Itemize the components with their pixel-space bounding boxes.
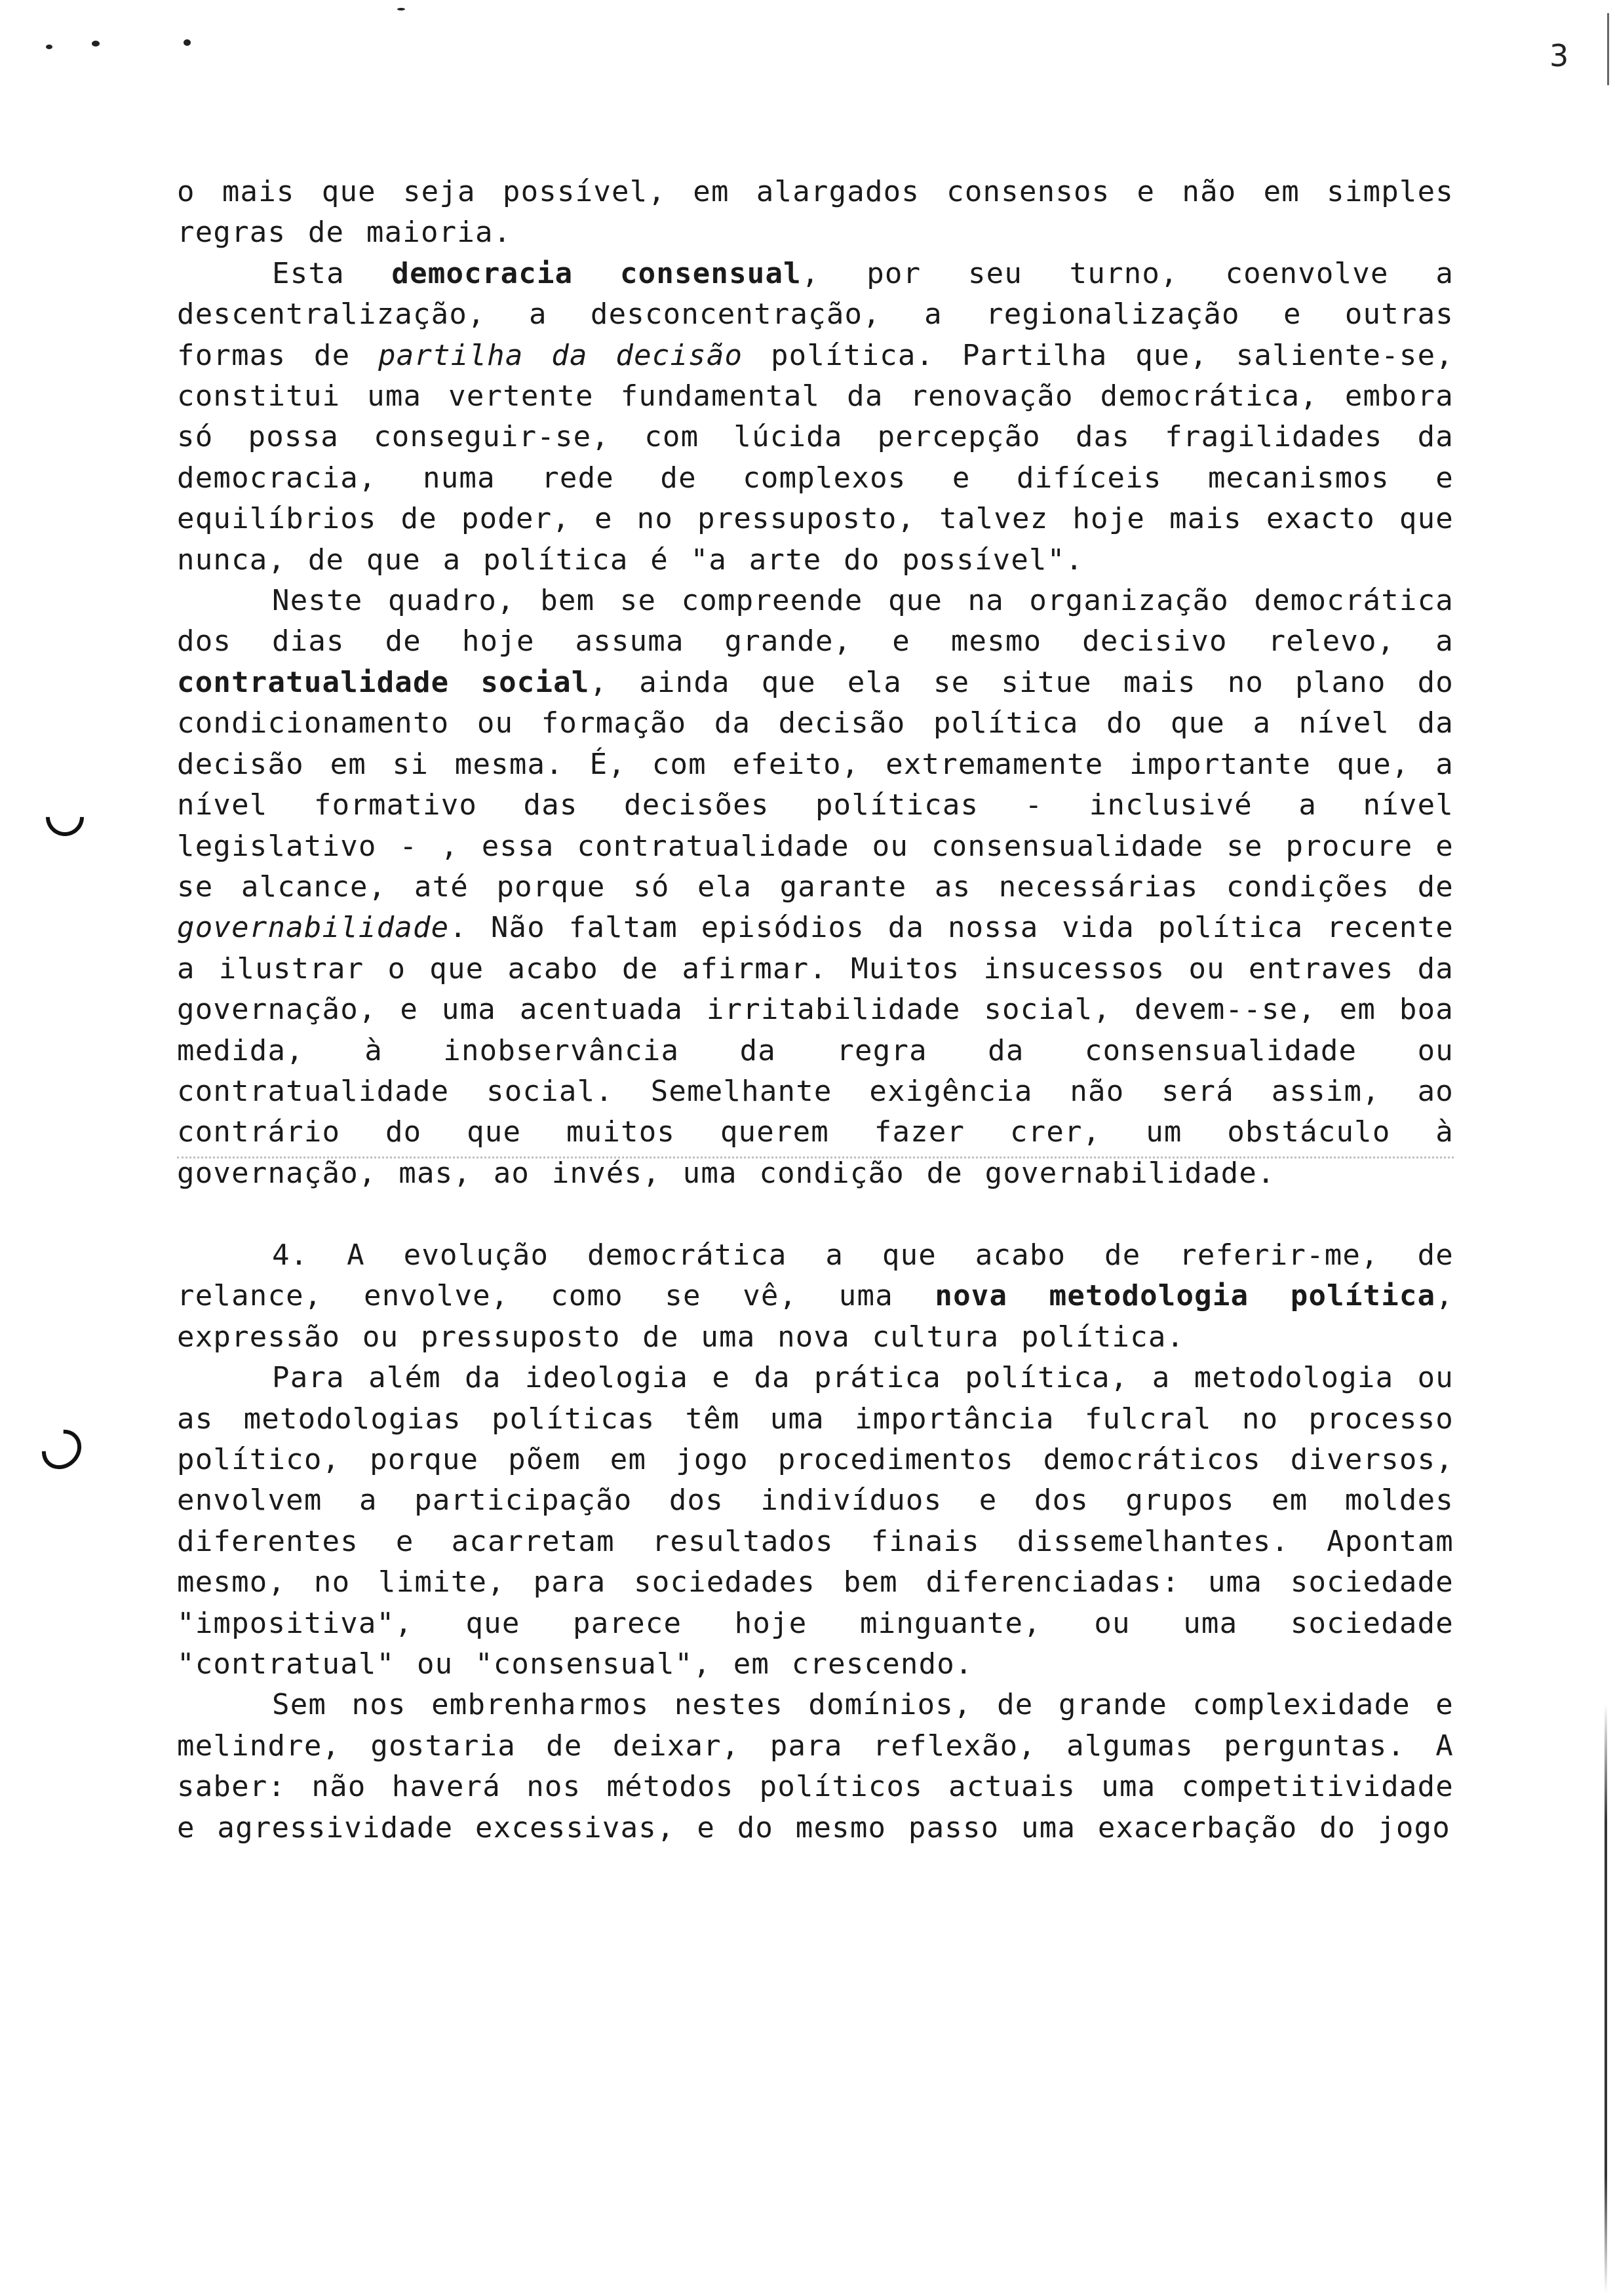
bold-phrase: democracia consensual [391,256,802,290]
bold-phrase: nova metodologia política [935,1279,1436,1313]
scan-speck [184,39,191,46]
text-run: Neste quadro, bem se compreende que na organização democrática dos dias de hoje assuma grande, e mesmo decisivo relevo, a [177,584,1454,659]
paragraph [177,1685,1454,1848]
text-run: o mais que seja possível, em alargados consensos e não em simples regras de maioria. [177,175,1454,250]
page-edge-mark [1605,1704,1607,2293]
text-run: Esta [272,256,392,290]
bold-phrase: contratualidade social [177,665,590,699]
paragraph [177,1235,1454,1358]
text-run: Para além da ideologia e da prática política, a metodologia ou as metodologias políticas têm uma importância fulcral no processo político, porque põem em jogo procedimentos democráticos diversos, envolvem a participação dos indivíduos e dos grupos em moldes diferentes e acarretam resultados finais dissemelhantes. Apontam mesmo, no limite, para sociedades bem diferenciadas: uma sociedade "impositiva", que parece hoje minguante, ou uma sociedade "contratual" ou "consensual", em crescendo. [177,1361,1454,1681]
scan-speck [92,41,100,47]
scan-speck [46,45,52,49]
scan-divider [177,1157,1454,1158]
punch-hole-mark [38,790,92,844]
paragraph [177,172,1454,254]
text-run: . Não faltam episódios da nossa vida política recente a ilustrar o que acabo de afirmar. Muitos insucessos ou entraves da governação, e uma acentuada irritabilidade social, devem--se, em boa medida, à inobservância da regra da consensualidade ou contratualidade social. Semelhante exigência não será assim, ao contrário do que muitos querem fazer crer, um obstáculo à governação, mas, ao invés, uma condição de governabilidade. [177,911,1454,1190]
text-run: , por seu turno, coenvolve a descentralização, a desconcentração, a regionalização e outras formas de [177,256,1454,372]
text-run: Sem nos embrenharmos nestes domínios, de grande complexidade e melindre, gostaria de deixar, para reflexão, algumas perguntas. A saber: não haverá nos métodos políticos actuais uma competitividade e agressividade excessivas, e do mesmo passo uma exacerbação do jogo [177,1688,1454,1845]
italic-phrase: partilha da decisão [378,338,743,372]
italic-phrase: governabilidade [177,911,450,945]
page-number: 3 [1549,38,1569,73]
text-run: , ainda que ela se situe mais no plano do condicionamento ou formação da decisão política do que a nível da decisão em si mesma. É, com efeito, extremamente importante que, a nível formativo das decisões políticas - inclusivé a nível legislativo - , essa contratualidade ou consensualidade se procure e se alcance, até porque só ela garante as necessárias condições de [177,665,1454,904]
body-text-upper [177,172,1454,1194]
text-run: política. Partilha que, saliente-se, constitui uma vertente fundamental da renovação democrática, embora só possa conseguir-se, com lúcida percepção das fragilidades da democracia, numa rede de complexos e difíceis mecanismos e equilíbrios de poder, e no pressuposto, talvez hoje mais exacto que nunca, de que a política é "a arte do possível". [177,338,1454,577]
paragraph [177,254,1454,581]
paragraph [177,581,1454,1194]
section-4-text [177,1235,1454,1848]
punch-hole-mark [34,1422,90,1478]
text-run: , expressão ou pressuposto de uma nova cultura política. [177,1279,1454,1354]
paragraph [177,1358,1454,1685]
page-edge-mark [1607,13,1609,85]
scan-speck [397,8,405,10]
text-run: 4. A evolução democrática a que acabo de referir-me, de relance, envolve, como se vê, uma [177,1238,1454,1313]
